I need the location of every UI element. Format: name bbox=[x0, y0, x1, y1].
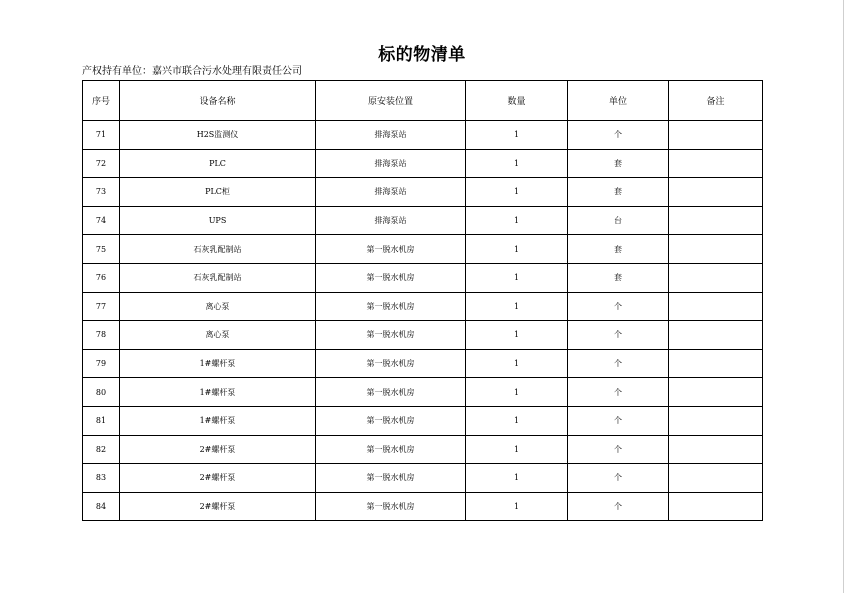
cell-unit: 个 bbox=[568, 406, 669, 435]
table-row bbox=[83, 349, 763, 378]
cell-no: 78 bbox=[83, 321, 120, 350]
cell-name: 石灰乳配制站 bbox=[120, 235, 316, 264]
cell-name: 1#螺杆泵 bbox=[120, 378, 316, 407]
cell-name: 2#螺杆泵 bbox=[120, 464, 316, 493]
table-row bbox=[83, 378, 763, 407]
cell-unit: 套 bbox=[568, 178, 669, 207]
cell-note bbox=[669, 464, 763, 493]
cell-no: 72 bbox=[83, 149, 120, 178]
cell-unit: 个 bbox=[568, 349, 669, 378]
cell-no: 77 bbox=[83, 292, 120, 321]
cell-quantity: 1 bbox=[466, 464, 568, 493]
table-row bbox=[83, 321, 763, 350]
cell-no: 81 bbox=[83, 406, 120, 435]
cell-quantity: 1 bbox=[466, 406, 568, 435]
cell-quantity: 1 bbox=[466, 149, 568, 178]
cell-no: 73 bbox=[83, 178, 120, 207]
header-note: 备注 bbox=[669, 81, 763, 121]
cell-name: H2S监测仪 bbox=[120, 121, 316, 150]
table-header-row bbox=[83, 81, 763, 121]
cell-quantity: 1 bbox=[466, 349, 568, 378]
cell-quantity: 1 bbox=[466, 378, 568, 407]
header-unit: 单位 bbox=[568, 81, 669, 121]
cell-note bbox=[669, 121, 763, 150]
table-row bbox=[83, 149, 763, 178]
cell-note bbox=[669, 435, 763, 464]
cell-location: 第一脱水机房 bbox=[316, 464, 466, 493]
cell-note bbox=[669, 149, 763, 178]
cell-unit: 台 bbox=[568, 206, 669, 235]
header-quantity: 数量 bbox=[466, 81, 568, 121]
table-row bbox=[83, 406, 763, 435]
cell-location: 第一脱水机房 bbox=[316, 349, 466, 378]
table-row bbox=[83, 263, 763, 292]
cell-quantity: 1 bbox=[466, 263, 568, 292]
cell-quantity: 1 bbox=[466, 235, 568, 264]
cell-unit: 个 bbox=[568, 435, 669, 464]
cell-quantity: 1 bbox=[466, 321, 568, 350]
table-row bbox=[83, 206, 763, 235]
header-no: 序号 bbox=[83, 81, 120, 121]
cell-location: 第一脱水机房 bbox=[316, 292, 466, 321]
header-location: 原安装位置 bbox=[316, 81, 466, 121]
cell-note bbox=[669, 378, 763, 407]
cell-no: 80 bbox=[83, 378, 120, 407]
cell-location: 排海泵站 bbox=[316, 149, 466, 178]
cell-note bbox=[669, 206, 763, 235]
cell-no: 74 bbox=[83, 206, 120, 235]
table-row bbox=[83, 235, 763, 264]
cell-note bbox=[669, 321, 763, 350]
table-row bbox=[83, 464, 763, 493]
table-row bbox=[83, 178, 763, 207]
cell-unit: 个 bbox=[568, 492, 669, 521]
cell-location: 第一脱水机房 bbox=[316, 406, 466, 435]
cell-no: 79 bbox=[83, 349, 120, 378]
table-row bbox=[83, 492, 763, 521]
cell-name: 离心泵 bbox=[120, 321, 316, 350]
cell-unit: 个 bbox=[568, 292, 669, 321]
cell-note bbox=[669, 178, 763, 207]
cell-no: 71 bbox=[83, 121, 120, 150]
cell-location: 第一脱水机房 bbox=[316, 321, 466, 350]
cell-unit: 个 bbox=[568, 464, 669, 493]
cell-no: 83 bbox=[83, 464, 120, 493]
cell-name: 2#螺杆泵 bbox=[120, 435, 316, 464]
cell-location: 第一脱水机房 bbox=[316, 492, 466, 521]
cell-name: PLC bbox=[120, 149, 316, 178]
cell-note bbox=[669, 406, 763, 435]
cell-quantity: 1 bbox=[466, 178, 568, 207]
owner-line: 产权持有单位：嘉兴市联合污水处理有限责任公司 bbox=[82, 66, 302, 77]
cell-quantity: 1 bbox=[466, 492, 568, 521]
cell-quantity: 1 bbox=[466, 206, 568, 235]
cell-unit: 个 bbox=[568, 321, 669, 350]
cell-location: 第一脱水机房 bbox=[316, 435, 466, 464]
cell-no: 84 bbox=[83, 492, 120, 521]
cell-name: 离心泵 bbox=[120, 292, 316, 321]
cell-note bbox=[669, 235, 763, 264]
cell-quantity: 1 bbox=[466, 435, 568, 464]
cell-name: 1#螺杆泵 bbox=[120, 406, 316, 435]
cell-name: 1#螺杆泵 bbox=[120, 349, 316, 378]
document-title: 标的物清单 bbox=[378, 45, 466, 65]
cell-quantity: 1 bbox=[466, 121, 568, 150]
cell-name: UPS bbox=[120, 206, 316, 235]
table-row bbox=[83, 435, 763, 464]
cell-no: 82 bbox=[83, 435, 120, 464]
cell-name: PLC柜 bbox=[120, 178, 316, 207]
equipment-table bbox=[82, 80, 763, 521]
cell-location: 第一脱水机房 bbox=[316, 378, 466, 407]
cell-location: 排海泵站 bbox=[316, 206, 466, 235]
cell-note bbox=[669, 292, 763, 321]
cell-note bbox=[669, 492, 763, 521]
table-row bbox=[83, 121, 763, 150]
cell-unit: 套 bbox=[568, 263, 669, 292]
cell-no: 76 bbox=[83, 263, 120, 292]
cell-note bbox=[669, 263, 763, 292]
cell-unit: 个 bbox=[568, 121, 669, 150]
cell-location: 排海泵站 bbox=[316, 178, 466, 207]
cell-location: 排海泵站 bbox=[316, 121, 466, 150]
cell-name: 2#螺杆泵 bbox=[120, 492, 316, 521]
cell-unit: 套 bbox=[568, 235, 669, 264]
cell-note bbox=[669, 349, 763, 378]
cell-no: 75 bbox=[83, 235, 120, 264]
table-row bbox=[83, 292, 763, 321]
cell-location: 第一脱水机房 bbox=[316, 263, 466, 292]
header-name: 设备名称 bbox=[120, 81, 316, 121]
cell-location: 第一脱水机房 bbox=[316, 235, 466, 264]
cell-unit: 个 bbox=[568, 378, 669, 407]
cell-unit: 套 bbox=[568, 149, 669, 178]
cell-name: 石灰乳配制站 bbox=[120, 263, 316, 292]
cell-quantity: 1 bbox=[466, 292, 568, 321]
